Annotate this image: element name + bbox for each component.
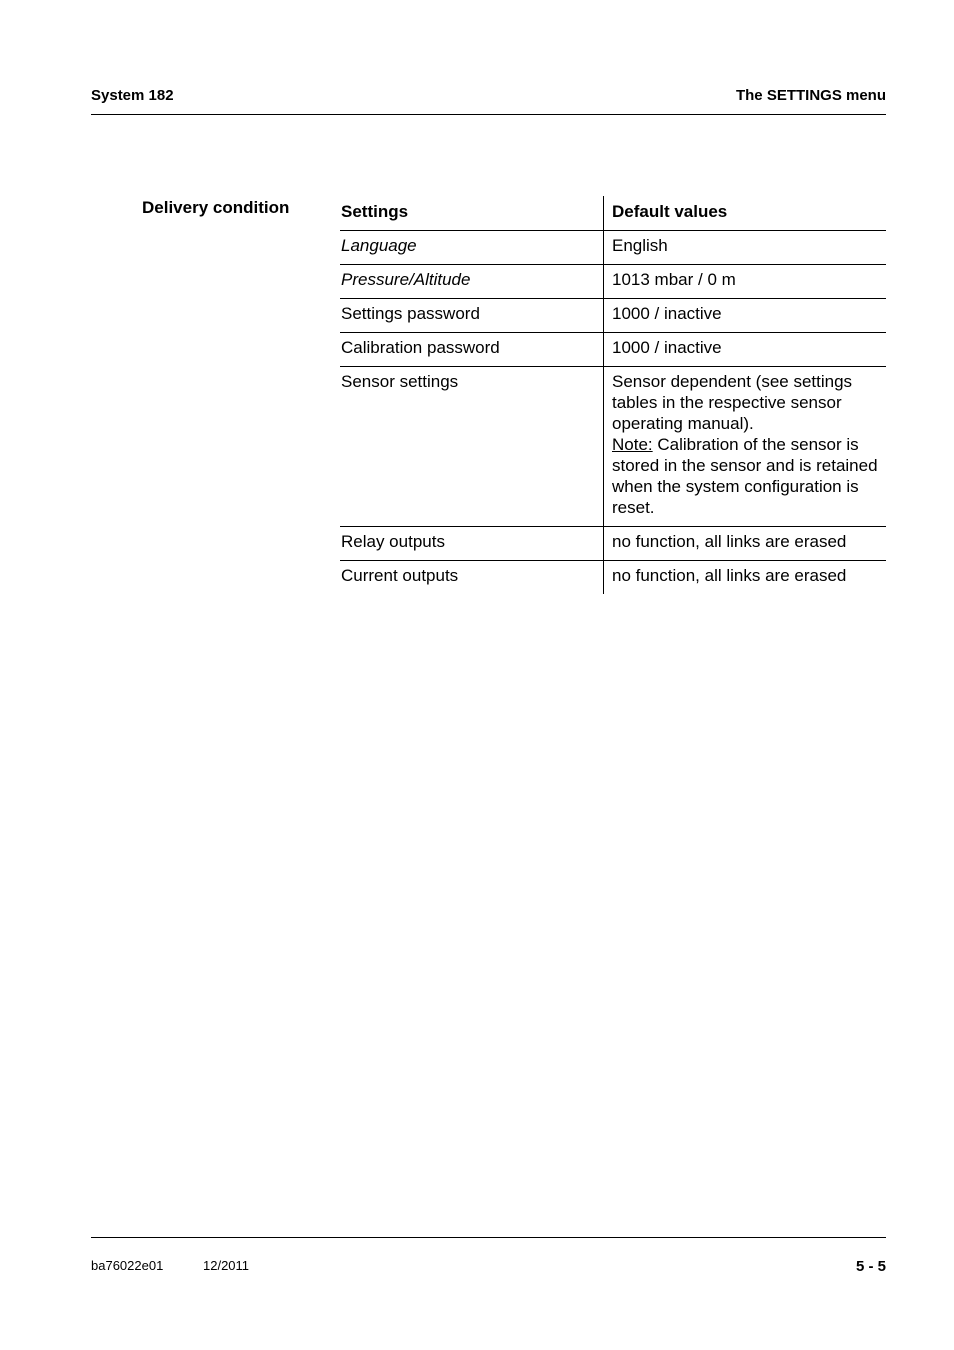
column-header-settings: Settings bbox=[341, 202, 409, 221]
table-header-row bbox=[340, 196, 886, 231]
header-product-title: System 182 bbox=[91, 87, 174, 104]
table-row bbox=[340, 527, 886, 561]
page-number: 5 - 5 bbox=[855, 1258, 886, 1275]
table-row bbox=[340, 367, 886, 527]
default-value: no function, all links are erased bbox=[604, 561, 887, 595]
column-header-default-values: Default values bbox=[604, 196, 887, 231]
section-label: Delivery condition bbox=[142, 198, 290, 217]
table-row bbox=[340, 231, 886, 265]
default-value: 1000 / inactive bbox=[604, 333, 887, 367]
default-value: Sensor dependent (see settings tables in the respective sensor operating manual). bbox=[612, 372, 853, 433]
table-row bbox=[340, 299, 886, 333]
table-row bbox=[340, 561, 886, 595]
note-text: Calibration of the sensor is stored in the sensor and is retained when the system configuration is reset. bbox=[612, 435, 878, 517]
setting-name: Current outputs bbox=[340, 561, 604, 595]
setting-name: Pressure/Altitude bbox=[340, 265, 604, 299]
table-row bbox=[340, 265, 886, 299]
setting-name: Calibration password bbox=[340, 333, 604, 367]
default-value: no function, all links are erased bbox=[604, 527, 887, 561]
setting-name: Relay outputs bbox=[340, 527, 604, 561]
header-chapter-title: The SETTINGS menu bbox=[735, 87, 886, 104]
page-footer bbox=[91, 1237, 886, 1278]
default-value: English bbox=[604, 231, 887, 265]
note bbox=[612, 434, 886, 518]
note-label: Note: bbox=[612, 435, 653, 454]
footer-date: 12/2011 bbox=[203, 1258, 250, 1273]
default-value: 1000 / inactive bbox=[604, 299, 887, 333]
default-value-cell bbox=[604, 367, 887, 527]
setting-name: Sensor settings bbox=[340, 367, 604, 527]
default-value: 1013 mbar / 0 m bbox=[604, 265, 887, 299]
footer-document-id: ba76022e01 bbox=[91, 1258, 164, 1273]
setting-name: Language bbox=[340, 231, 604, 265]
delivery-condition-table bbox=[340, 196, 886, 594]
table-row bbox=[340, 333, 886, 367]
setting-name: Settings password bbox=[340, 299, 604, 333]
page-header bbox=[91, 86, 886, 115]
